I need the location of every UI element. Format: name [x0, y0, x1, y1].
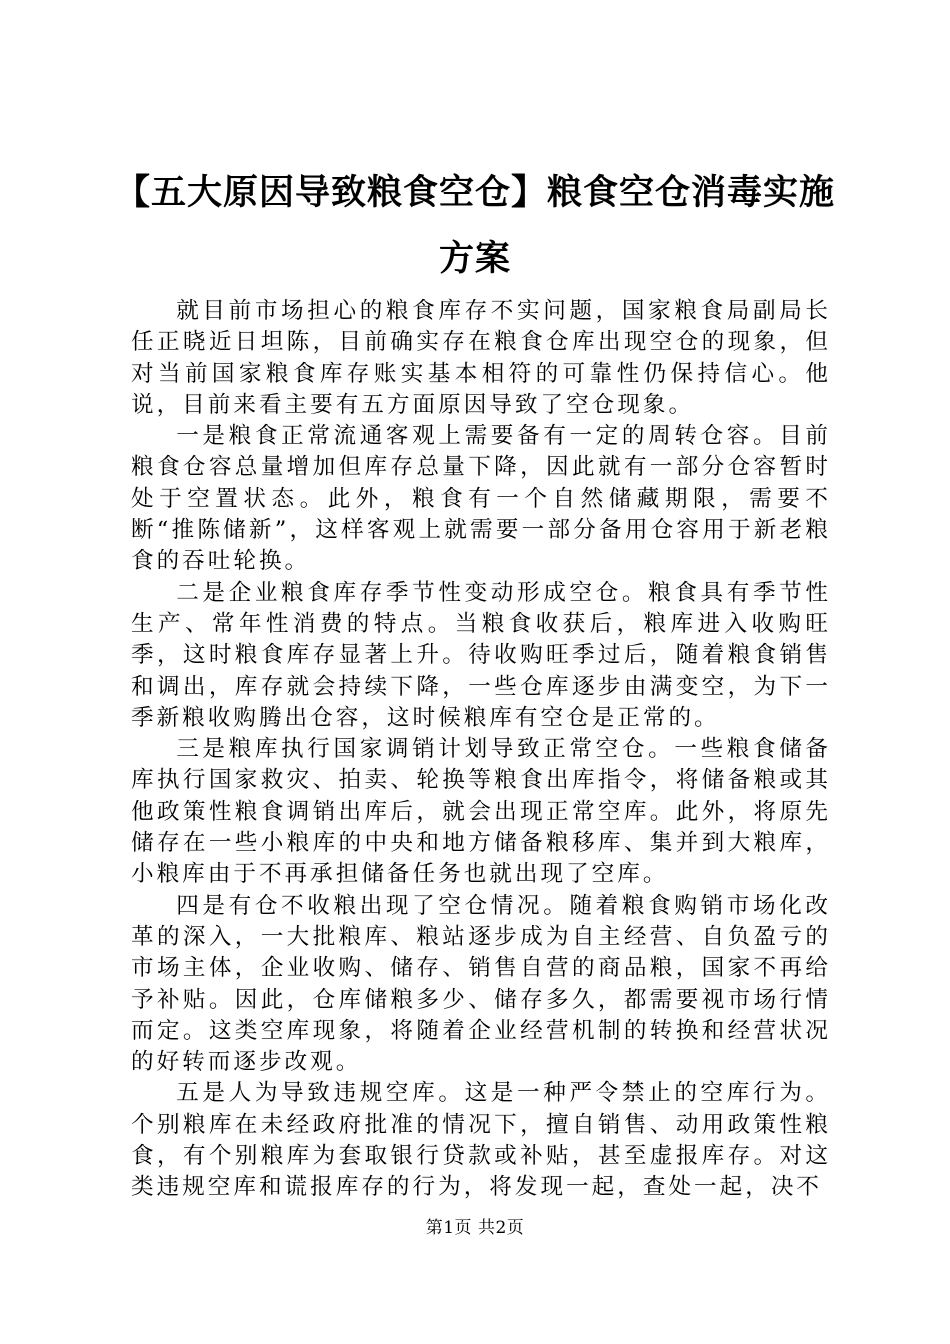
paragraph-reason-1: 一是粮食正常流通客观上需要备有一定的周转仓容。目前粮食仓容总量增加但库存总量下降，因此就有一部分仓容暂时处于空置状态。此外，粮食有一个自然储藏期限，需要不断“推陈储新”，这样客观上就需要一部分备用仓容用于新老粮食的吞吐轮换。	[131, 423, 831, 575]
document-body	[131, 296, 831, 1204]
paragraph-reason-4: 四是有仓不收粮出现了空仓情况。随着粮食购销市场化改革的深入，一大批粮库、粮站逐步成为自主经营、自负盈亏的市场主体，企业收购、储存、销售自营的商品粮，国家不再给予补贴。因此，仓库储粮多少、储存多久，都需要视市场行情而定。这类空库现象，将随着企业经营机制的转换和经营状况的好转而逐步改观。	[131, 892, 831, 1076]
paragraph-intro: 就目前市场担心的粮食库存不实问题，国家粮食局副局长任正晓近日坦陈，目前确实存在粮食仓库出现空仓的现象，但对当前国家粮食库存账实基本相符的可靠性仍保持信心。他说，目前来看主要有五方面原因导致了空仓现象。	[131, 298, 831, 418]
paragraph-reason-5: 五是人为导致违规空库。这是一种严令禁止的空库行为。个别粮库在未经政府批准的情况下，擅自销售、动用政策性粮食，有个别粮库为套取银行贷款或补贴，甚至虚报库存。对这类违规空库和谎报库存的行为，将发现一起，查处一起，决不	[131, 1080, 831, 1201]
document-title: 【五大原因导致粮食空仓】粮食空仓消毒实施方案	[114, 173, 835, 279]
paragraph-reason-2: 二是企业粮食库存季节性变动形成空仓。粮食具有季节性生产、常年性消费的特点。当粮食收获后，粮库进入收购旺季，这时粮食库存显著上升。待收购旺季过后，随着粮食销售和调出，库存就会持续下降，一些仓库逐步由满变空，为下一季新粮收购腾出仓容，这时候粮库有空仓是正常的。	[131, 579, 831, 731]
paragraph-reason-3: 三是粮库执行国家调销计划导致正常空仓。一些粮食储备库执行国家救灾、拍卖、轮换等粮食出库指令，将储备粮或其他政策性粮食调销出库后，就会出现正常空库。此外，将原先储存在一些小粮库的中央和地方储备粮移库、集并到大粮库，小粮库由于不再承担储备任务也就出现了空库。	[131, 736, 831, 888]
page-footer: 第1页 共2页	[425, 1218, 525, 1238]
